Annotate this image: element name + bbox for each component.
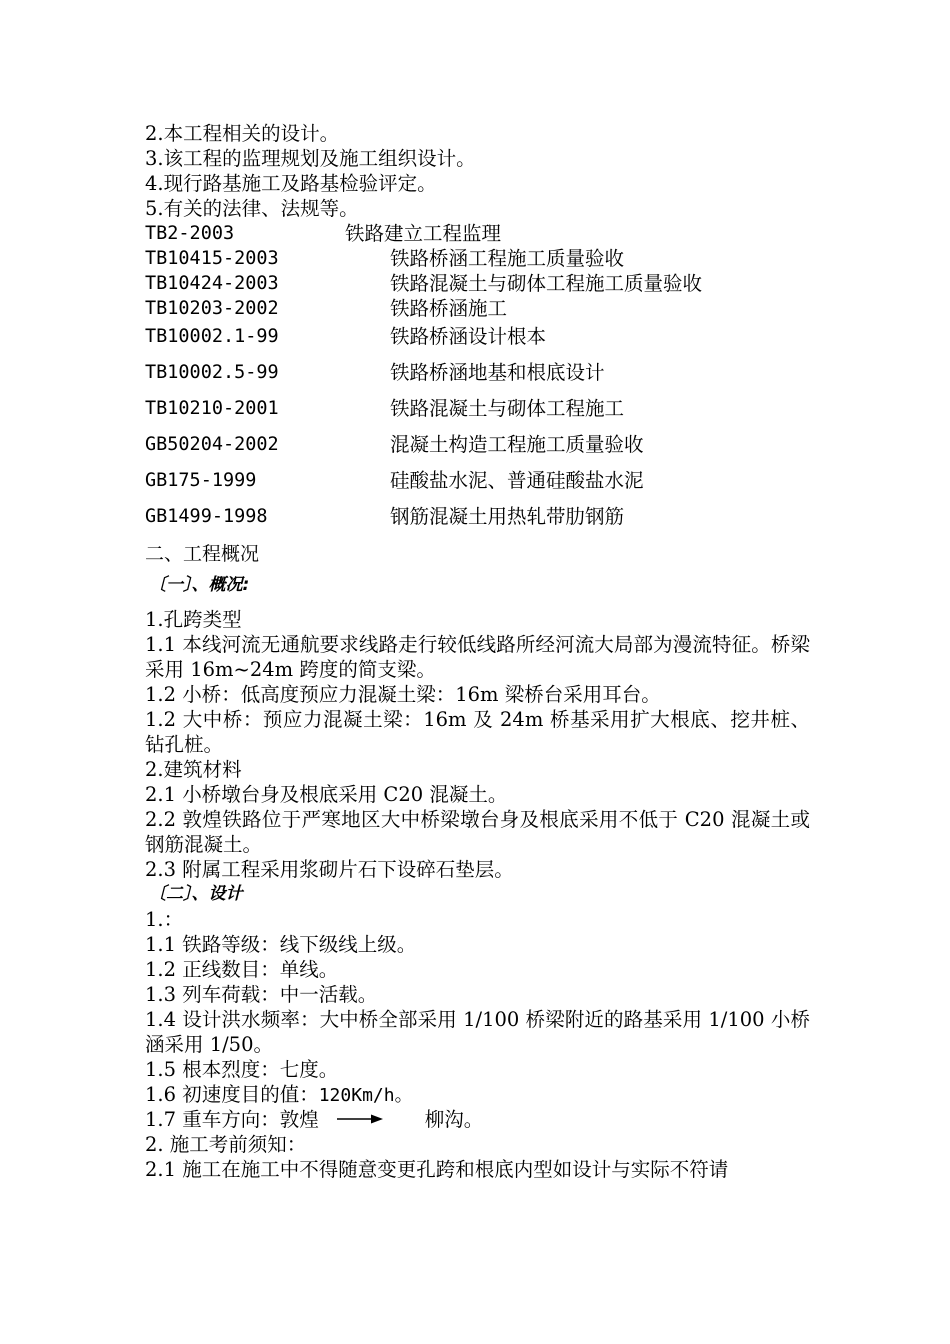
standard-name: 铁路混凝土与砌体工程施工 [390, 397, 625, 420]
standard-code: GB1499-1998 [145, 506, 268, 527]
standard-name: 铁路建立工程监理 [345, 222, 502, 245]
standard-name: 混凝土构造工程施工质量验收 [390, 433, 644, 456]
reference-line: 3.该工程的监理规划及施工组织设计。 [145, 147, 476, 170]
standard-row [145, 357, 810, 393]
subsection-heading: 〔一〕、概况: [149, 575, 250, 595]
standard-name: 钢筋混凝土用热轧带肋钢筋 [390, 505, 625, 528]
standard-code: TB10415-2003 [145, 248, 279, 269]
standard-code: TB10210-2001 [145, 398, 279, 419]
standard-code: TB10203-2002 [145, 298, 279, 319]
speed-line [145, 1082, 810, 1107]
document-body [145, 121, 810, 1182]
overview-paragraph: 1.2 大中桥：预应力混凝土梁：16m 及 24m 桥基采用扩大根底、挖井桩、钻孔桩。 [145, 708, 810, 756]
standard-code: TB10424-2003 [145, 273, 279, 294]
reference-line: 2.本工程相关的设计。 [145, 122, 340, 145]
design-line: 1.： [145, 908, 184, 931]
overview-paragraph: 2.2 敦煌铁路位于严寒地区大中桥梁墩台身及根底采用不低于 C20 混凝土或钢筋混凝土。 [145, 808, 810, 856]
overview-line: 2.1 小桥墩台身及根底采用 C20 混凝土。 [145, 783, 508, 806]
design-line: 1.5 根本烈度：七度。 [145, 1058, 339, 1081]
direction-destination: 柳沟。 [424, 1108, 484, 1131]
standard-row [145, 246, 810, 271]
design-paragraph: 1.4 设计洪水频率：大中桥全部采用 1/100 桥梁附近的路基采用 1/100 小桥涵采用 1/50。 [145, 1008, 810, 1056]
standard-row [145, 501, 810, 537]
standard-name: 铁路桥涵地基和根底设计 [390, 361, 605, 384]
standard-code: TB2-2003 [145, 223, 235, 244]
right-arrow-icon [337, 1111, 405, 1131]
design-line: 1.2 正线数目：单线。 [145, 958, 339, 981]
reference-line: 5.有关的法律、法规等。 [145, 197, 359, 220]
overview-line: 2.3 附属工程采用浆砌片石下设碎石垫层。 [145, 858, 514, 881]
standard-code: TB10002.1-99 [145, 326, 279, 347]
overview-line: 1.孔跨类型 [145, 608, 242, 631]
standard-name: 铁路桥涵工程施工质量验收 [390, 247, 625, 270]
overview-line: 1.2 小桥：低高度预应力混凝土梁：16m 梁桥台采用耳台。 [145, 683, 661, 706]
speed-value: 120Km/h。 [318, 1085, 413, 1106]
standard-row [145, 321, 810, 357]
design-line: 1.3 列车荷载：中一活载。 [145, 983, 378, 1006]
standard-name: 铁路桥涵施工 [390, 297, 508, 320]
standard-row [145, 393, 810, 429]
speed-label: 1.6 初速度目的值： [145, 1083, 319, 1106]
overview-paragraph: 1.1 本线河流无通航要求线路走行较低线路所经河流大局部为漫流特征。桥梁采用 16m~24m 跨度的简支梁。 [145, 633, 810, 681]
design-line: 1.1 铁路等级：线下级线上级。 [145, 933, 417, 956]
standard-code: GB175-1999 [145, 470, 257, 491]
section-heading: 二、工程概况 [145, 543, 260, 565]
subsection-heading: 〔二〕、设计 [149, 884, 243, 904]
standard-row [145, 221, 810, 246]
standard-name: 铁路混凝土与砌体工程施工质量验收 [390, 272, 703, 295]
notes-line: 2.1 施工在施工中不得随意变更孔跨和根底内型如设计与实际不符请 [145, 1158, 729, 1181]
standard-code: TB10002.5-99 [145, 362, 279, 383]
overview-line: 2.建筑材料 [145, 758, 242, 781]
standard-code: GB50204-2002 [145, 434, 279, 455]
direction-line [145, 1107, 810, 1132]
standard-name: 铁路桥涵设计根本 [390, 325, 547, 348]
notes-title: 2. 施工考前须知： [145, 1133, 307, 1156]
standard-row [145, 465, 810, 501]
standard-row [145, 271, 810, 296]
standard-name: 硅酸盐水泥、普通硅酸盐水泥 [390, 469, 644, 492]
standard-row [145, 429, 810, 465]
standard-row [145, 296, 810, 321]
reference-line: 4.现行路基施工及路基检验评定。 [145, 172, 437, 195]
direction-label: 1.7 重车方向：敦煌 [145, 1108, 319, 1131]
